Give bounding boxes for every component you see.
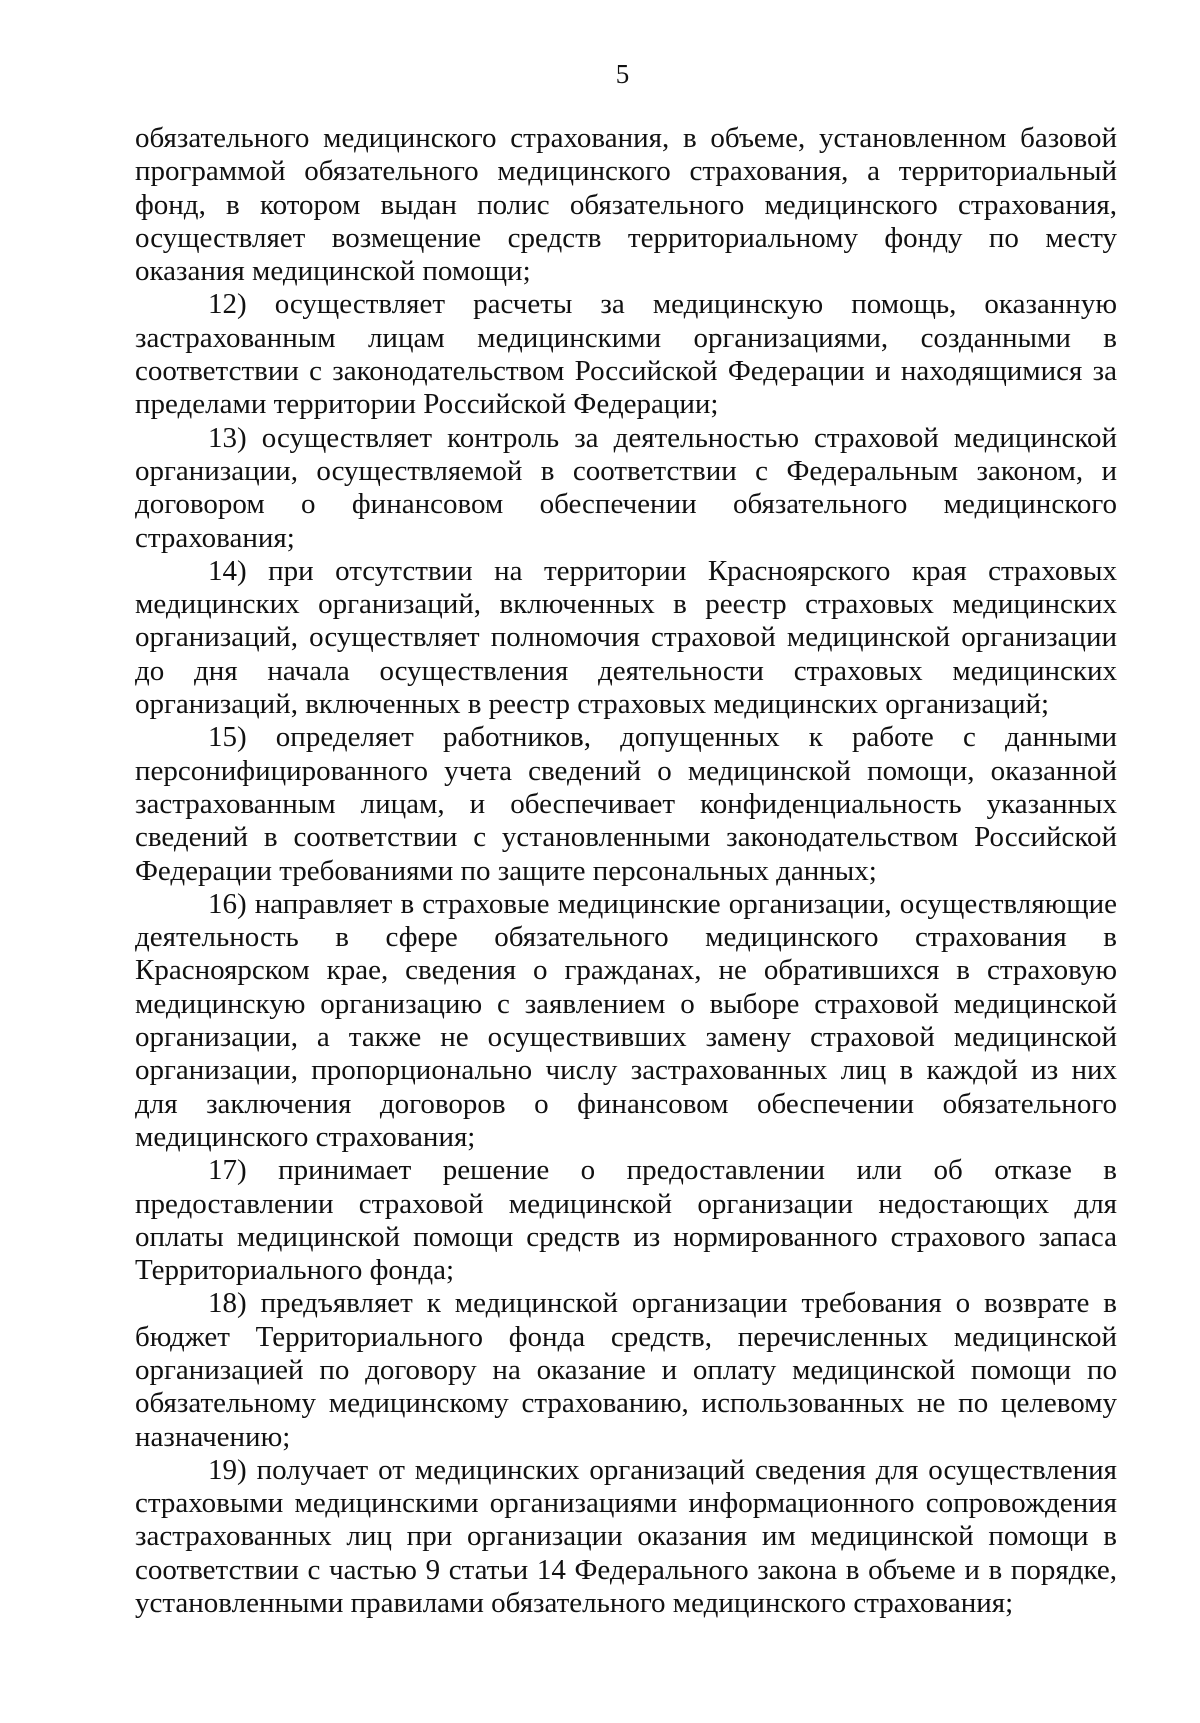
- paragraph-item-18: 18) предъявляет к медицинской организации требования о возврате в бюджет Территориального фонда средств, перечисленных медицинской организацией по договору на оказание и оплату медицинской помощи по обязательному медицинскому страхованию, использованных не по целевому назначению;: [135, 1287, 1117, 1453]
- paragraph-item-12: 12) осуществляет расчеты за медицинскую помощь, оказанную застрахованным лицам медицинскими организациями, созданными в соответствии с законодательством Российской Федерации и находящимися за пределами территории Российской Федерации;: [135, 288, 1117, 421]
- page-number: 5: [615, 59, 630, 89]
- paragraph-item-13: 13) осуществляет контроль за деятельностью страховой медицинской организации, осуществляемой в соответствии с Федеральным законом, и договором о финансовом обеспечении обязательного медицинского страхования;: [135, 421, 1117, 554]
- paragraph-continuation: обязательного медицинского страхования, в объеме, установленном базовой программой обязательного медицинского страхования, а территориальный фонд, в котором выдан полис обязательного медицинского страхования, осуществляет возмещение средств территориальному фонду по месту оказания медицинской помощи;: [135, 122, 1117, 288]
- document-body: [135, 122, 1117, 1620]
- paragraph-item-17: 17) принимает решение о предоставлении или об отказе в предоставлении страховой медицинской организации недостающих для оплаты медицинской помощи средств из нормированного страхового запаса Территориального фонда;: [135, 1154, 1117, 1287]
- paragraph-item-14: 14) при отсутствии на территории Красноярского края страховых медицинских организаций, включенных в реестр страховых медицинских организаций, осуществляет полномочия страховой медицинской организации до дня начала осуществления деятельности страховых медицинских организаций, включенных в реестр страховых медицинских организаций;: [135, 554, 1117, 721]
- paragraph-item-19: 19) получает от медицинских организаций сведения для осуществления страховыми медицинскими организациями информационного сопровождения застрахованных лиц при организации оказания им медицинской помощи в соответствии с частью 9 статьи 14 Федерального закона в объеме и в порядке, установленными правилами обязательного медицинского страхования;: [135, 1453, 1117, 1620]
- paragraph-item-16: 16) направляет в страховые медицинские организации, осуществляющие деятельность в сфере обязательного медицинского страхования в Красноярском крае, сведения о гражданах, не обратившихся в страховую медицинскую организацию с заявлением о выборе страховой медицинской организации, а также не осуществивших замену страховой медицинской организации, пропорционально числу застрахованных лиц в каждой из них для заключения договоров о финансовом обеспечении обязательного медицинского страхования;: [135, 887, 1117, 1153]
- paragraph-item-15: 15) определяет работников, допущенных к работе с данными персонифицированного учета сведений о медицинской помощи, оказанной застрахованным лицам, и обеспечивает конфиденциальность указанных сведений в соответствии с установленными законодательством Российской Федерации требованиями по защите персональных данных;: [135, 721, 1117, 887]
